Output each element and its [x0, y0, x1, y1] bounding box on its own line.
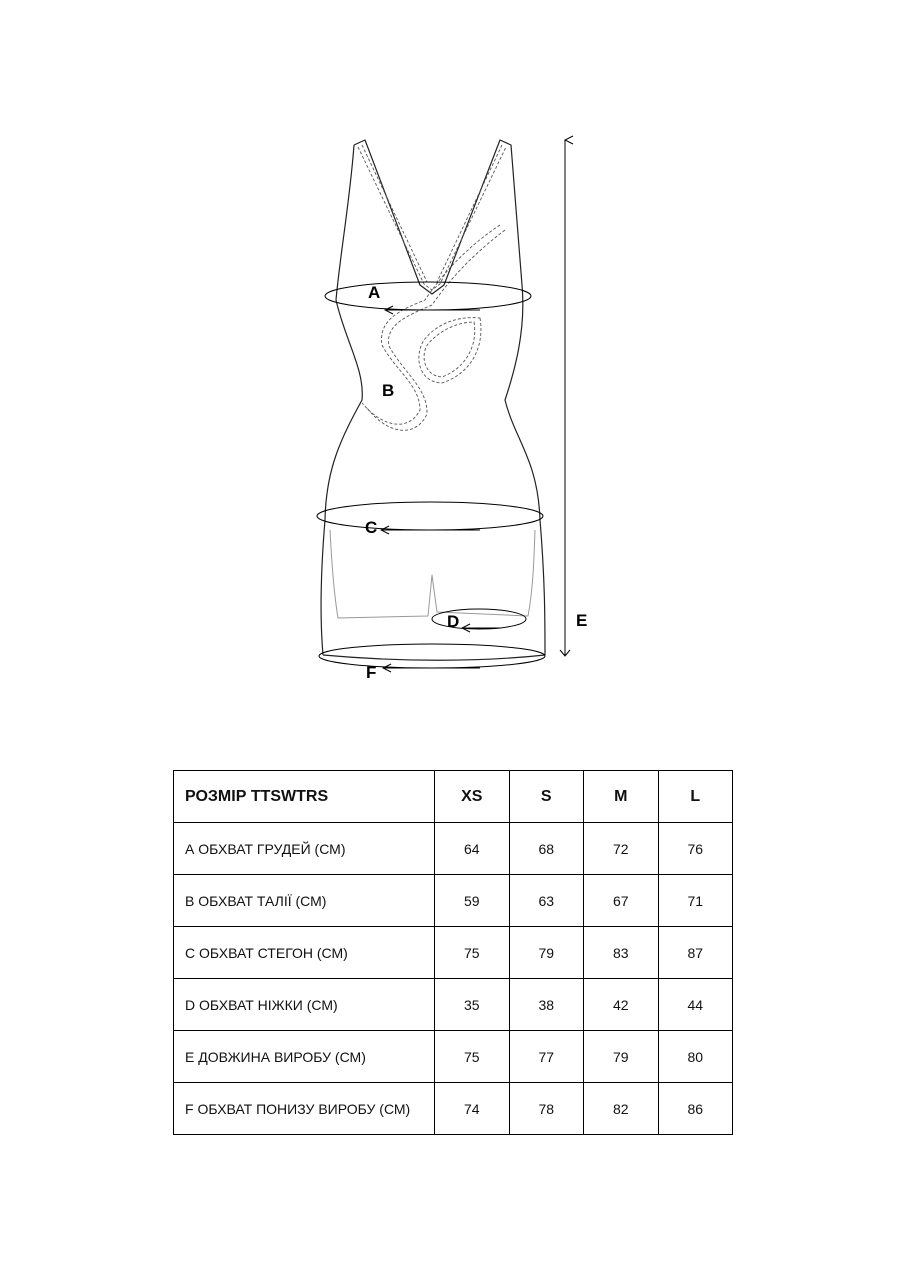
cell-xs: 75	[435, 927, 510, 979]
table-row	[174, 823, 733, 875]
cell-m: 79	[584, 1031, 659, 1083]
hem-ellipse	[319, 644, 545, 668]
cell-m: 42	[584, 979, 659, 1031]
cell-l: 86	[658, 1083, 733, 1135]
cell-s: 78	[509, 1083, 584, 1135]
table-row	[174, 875, 733, 927]
cell-xs: 64	[435, 823, 510, 875]
label-d: D	[447, 612, 460, 631]
label-b: B	[382, 381, 395, 400]
header-size-label: РОЗМІР TTSWTRS	[174, 771, 435, 823]
table-row	[174, 1031, 733, 1083]
garment-outline	[321, 140, 545, 660]
row-label: А ОБХВАТ ГРУДЕЙ (СМ)	[174, 823, 435, 875]
cell-l: 44	[658, 979, 733, 1031]
row-label: D ОБХВАТ НІЖКИ (СМ)	[174, 979, 435, 1031]
cell-m: 83	[584, 927, 659, 979]
row-label: С ОБХВАТ СТЕГОН (СМ)	[174, 927, 435, 979]
row-label: В ОБХВАТ ТАЛІЇ (СМ)	[174, 875, 435, 927]
label-c: C	[365, 518, 378, 537]
cell-l: 87	[658, 927, 733, 979]
label-e: E	[576, 611, 588, 630]
header-l: L	[658, 771, 733, 823]
row-label: Е ДОВЖИНА ВИРОБУ (СМ)	[174, 1031, 435, 1083]
cell-m: 82	[584, 1083, 659, 1135]
cell-m: 72	[584, 823, 659, 875]
header-m: M	[584, 771, 659, 823]
table-row	[174, 927, 733, 979]
hip-ellipse	[317, 502, 543, 530]
cell-m: 67	[584, 875, 659, 927]
cell-s: 77	[509, 1031, 584, 1083]
cell-s: 68	[509, 823, 584, 875]
cell-xs: 35	[435, 979, 510, 1031]
table-row	[174, 979, 733, 1031]
header-xs: XS	[435, 771, 510, 823]
table-row	[174, 1083, 733, 1135]
cell-xs: 74	[435, 1083, 510, 1135]
cell-s: 38	[509, 979, 584, 1031]
header-s: S	[509, 771, 584, 823]
label-a: A	[368, 283, 381, 302]
row-label: F ОБХВАТ ПОНИЗУ ВИРОБУ (СМ)	[174, 1083, 435, 1135]
cell-s: 63	[509, 875, 584, 927]
table-header-row	[174, 771, 733, 823]
cell-xs: 59	[435, 875, 510, 927]
cell-l: 76	[658, 823, 733, 875]
cell-l: 71	[658, 875, 733, 927]
label-f: F	[366, 663, 377, 682]
cell-l: 80	[658, 1031, 733, 1083]
size-table	[173, 770, 733, 1135]
cell-xs: 75	[435, 1031, 510, 1083]
cell-s: 79	[509, 927, 584, 979]
